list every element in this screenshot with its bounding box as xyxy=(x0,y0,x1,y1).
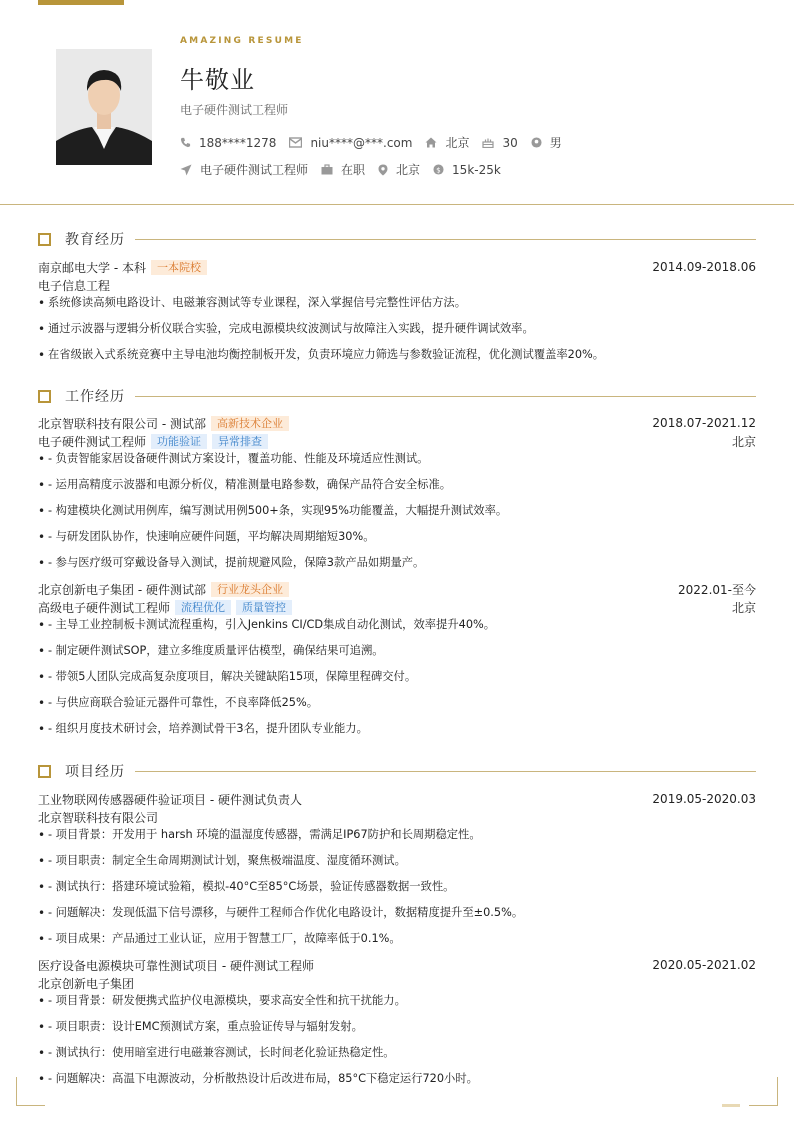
list-item: • - 负责智能家居设备硬件测试方案设计，覆盖功能、性能及环境适应性测试。 xyxy=(38,446,756,472)
list-item: • - 项目职责：设计EMC预测试方案，重点验证传导与辐射发射。 xyxy=(38,1014,756,1040)
hometown-text: 北京 xyxy=(445,136,470,150)
list-item: • - 项目成果：产品通过工业认证，应用于智慧工厂，故障率低于0.1%。 xyxy=(38,926,756,952)
list-item: • - 构建模块化测试用例库，编写测试用例500+条，实现95%功能覆盖，大幅提升测试效率。 xyxy=(38,498,756,524)
section-marker-icon xyxy=(38,765,51,778)
company-name: 北京创新电子集团 - 硬件测试部 xyxy=(38,582,206,597)
age-item xyxy=(482,136,517,150)
home-icon xyxy=(425,137,437,148)
hometown-item xyxy=(425,134,469,151)
project-company: 北京创新电子集团 xyxy=(38,976,135,991)
list-item: • - 带领5人团队完成高复杂度项目，解决关键缺陷15项，保障里程碑交付。 xyxy=(38,664,756,690)
age-text: 30 xyxy=(502,135,518,150)
intent-position-item xyxy=(180,161,308,178)
list-item: • - 主导工业控制板卡测试流程重构，引入Jenkins CI/CD集成自动化测试，效率提升40%。 xyxy=(38,612,756,638)
job-title: 电子硬件测试工程师 xyxy=(180,103,289,117)
send-icon xyxy=(180,164,192,176)
list-item: • 在省级嵌入式系统竞赛中主导电池均衡控制板开发，负责环境应力筛选与参数验证流程，优化测试覆盖率20%。 xyxy=(38,342,756,368)
projects-title: 项目经历 xyxy=(65,764,125,780)
phone-icon xyxy=(180,137,191,148)
intent-city-text: 北京 xyxy=(396,163,421,177)
list-item: • - 项目职责：制定全生命周期测试计划，聚焦极端温度、湿度循环测试。 xyxy=(38,848,756,874)
project-company: 北京智联科技有限公司 xyxy=(38,810,159,825)
company-tag: 高新技术企业 xyxy=(211,416,289,431)
job-status-text: 在职 xyxy=(341,163,366,177)
list-item: • - 制定硬件测试SOP，建立多维度质量评估模型，确保结果可追溯。 xyxy=(38,638,756,664)
work-city: 北京 xyxy=(731,434,756,449)
work-entry xyxy=(38,580,756,742)
briefcase-icon xyxy=(321,164,333,175)
list-item: • - 参与医疗级可穿戴设备导入测试，提前规避风险，保障3款产品如期量产。 xyxy=(38,550,756,576)
salary-text: 15k-25k xyxy=(452,162,501,177)
email-text: niu****@***.com xyxy=(310,135,413,150)
list-item: • - 与供应商联合验证元器件可靠性，不良率降低25%。 xyxy=(38,690,756,716)
skill-tag: 异常排查 xyxy=(212,434,268,449)
project-name: 医疗设备电源模块可靠性测试项目 - 硬件测试工程师 xyxy=(38,958,314,973)
intent-position-text: 电子硬件测试工程师 xyxy=(200,163,309,177)
section-divider xyxy=(135,771,756,772)
header-divider xyxy=(0,204,794,205)
section-marker-icon xyxy=(38,390,51,403)
education-entry xyxy=(38,258,756,368)
job-status-item xyxy=(321,161,365,178)
candidate-name: 牛敬业 xyxy=(180,66,255,94)
location-pin-icon xyxy=(378,164,388,176)
top-accent-bar xyxy=(38,0,124,5)
work-date: 2022.01-至今 xyxy=(678,582,756,597)
svg-text:$: $ xyxy=(436,165,441,175)
company-tag: 行业龙头企业 xyxy=(211,582,289,597)
list-item: • 系统修读高频电路设计、电磁兼容测试等专业课程，深入掌握信号完整性评估方法。 xyxy=(38,290,756,316)
project-entry xyxy=(38,956,756,1092)
gender-text: 男 xyxy=(549,136,562,150)
email-item xyxy=(289,136,412,150)
section-marker-icon xyxy=(38,233,51,246)
skill-tag: 质量管控 xyxy=(236,600,292,615)
contact-info-row xyxy=(180,134,575,151)
education-date: 2014.09-2018.06 xyxy=(652,260,756,274)
company-name: 北京智联科技有限公司 - 测试部 xyxy=(38,416,206,431)
work-title: 工作经历 xyxy=(65,389,125,405)
gender-icon xyxy=(531,137,542,148)
project-name: 工业物联网传感器硬件验证项目 - 硬件测试负责人 xyxy=(38,792,302,807)
project-date: 2020.05-2021.02 xyxy=(652,958,756,972)
brand-label: AMAZING RESUME xyxy=(180,36,304,46)
list-item: • 通过示波器与逻辑分析仪联合实验，完成电源模块纹波测试与故障注入实践，提升硬件调试效率。 xyxy=(38,316,756,342)
project-entry xyxy=(38,790,756,952)
work-date: 2018.07-2021.12 xyxy=(652,416,756,430)
project-date: 2019.05-2020.03 xyxy=(652,792,756,806)
avatar-illustration xyxy=(56,49,152,165)
skill-tag: 流程优化 xyxy=(175,600,231,615)
corner-decoration xyxy=(16,1077,45,1106)
list-item: • - 与研发团队协作，快速响应硬件问题，平均解决周期缩短30%。 xyxy=(38,524,756,550)
corner-decoration xyxy=(749,1077,778,1106)
section-divider xyxy=(135,239,756,240)
list-item: • - 测试执行：使用暗室进行电磁兼容测试，长时间老化验证热稳定性。 xyxy=(38,1040,756,1066)
list-item: • - 项目背景：研发便携式监护仪电源模块，要求高安全性和抗干扰能力。 xyxy=(38,988,756,1014)
page-marker xyxy=(722,1104,740,1107)
job-intent-row xyxy=(180,161,514,178)
major-name: 电子信息工程 xyxy=(38,278,111,293)
projects-section-header xyxy=(38,761,756,781)
list-item: • - 问题解决：发现低温下信号漂移，与硬件工程师合作优化电路设计，数据精度提升至±0.5%。 xyxy=(38,900,756,926)
education-section-header xyxy=(38,229,756,249)
list-item: • - 组织月度技术研讨会，培养测试骨干3名，提升团队专业能力。 xyxy=(38,716,756,742)
education-title: 教育经历 xyxy=(65,232,125,248)
mail-icon xyxy=(289,137,302,148)
school-tag: 一本院校 xyxy=(151,260,207,275)
phone-text: 188****1278 xyxy=(199,135,277,150)
phone-item xyxy=(180,136,276,150)
salary-item xyxy=(433,163,501,177)
position-name: 高级电子硬件测试工程师 xyxy=(38,600,171,615)
position-name: 电子硬件测试工程师 xyxy=(38,434,147,449)
work-city: 北京 xyxy=(731,600,756,615)
school-name: 南京邮电大学 - 本科 xyxy=(38,260,146,275)
section-divider xyxy=(135,396,756,397)
profile-photo xyxy=(56,49,152,165)
work-section-header xyxy=(38,386,756,406)
list-item: • - 问题解决：高温下电源波动，分析散热设计后改进布局，85°C下稳定运行720小时。 xyxy=(38,1066,756,1092)
skill-tag: 功能验证 xyxy=(151,434,207,449)
list-item: • - 运用高精度示波器和电源分析仪，精准测量电路参数，确保产品符合安全标准。 xyxy=(38,472,756,498)
money-icon xyxy=(433,164,444,175)
gender-item xyxy=(531,134,562,151)
cake-icon xyxy=(482,137,494,148)
intent-city-item xyxy=(378,161,420,178)
work-entry xyxy=(38,414,756,576)
list-item: • - 项目背景：开发用于 harsh 环境的温湿度传感器，需满足IP67防护和长周期稳定性。 xyxy=(38,822,756,848)
list-item: • - 测试执行：搭建环境试验箱，模拟-40°C至85°C场景，验证传感器数据一致性。 xyxy=(38,874,756,900)
